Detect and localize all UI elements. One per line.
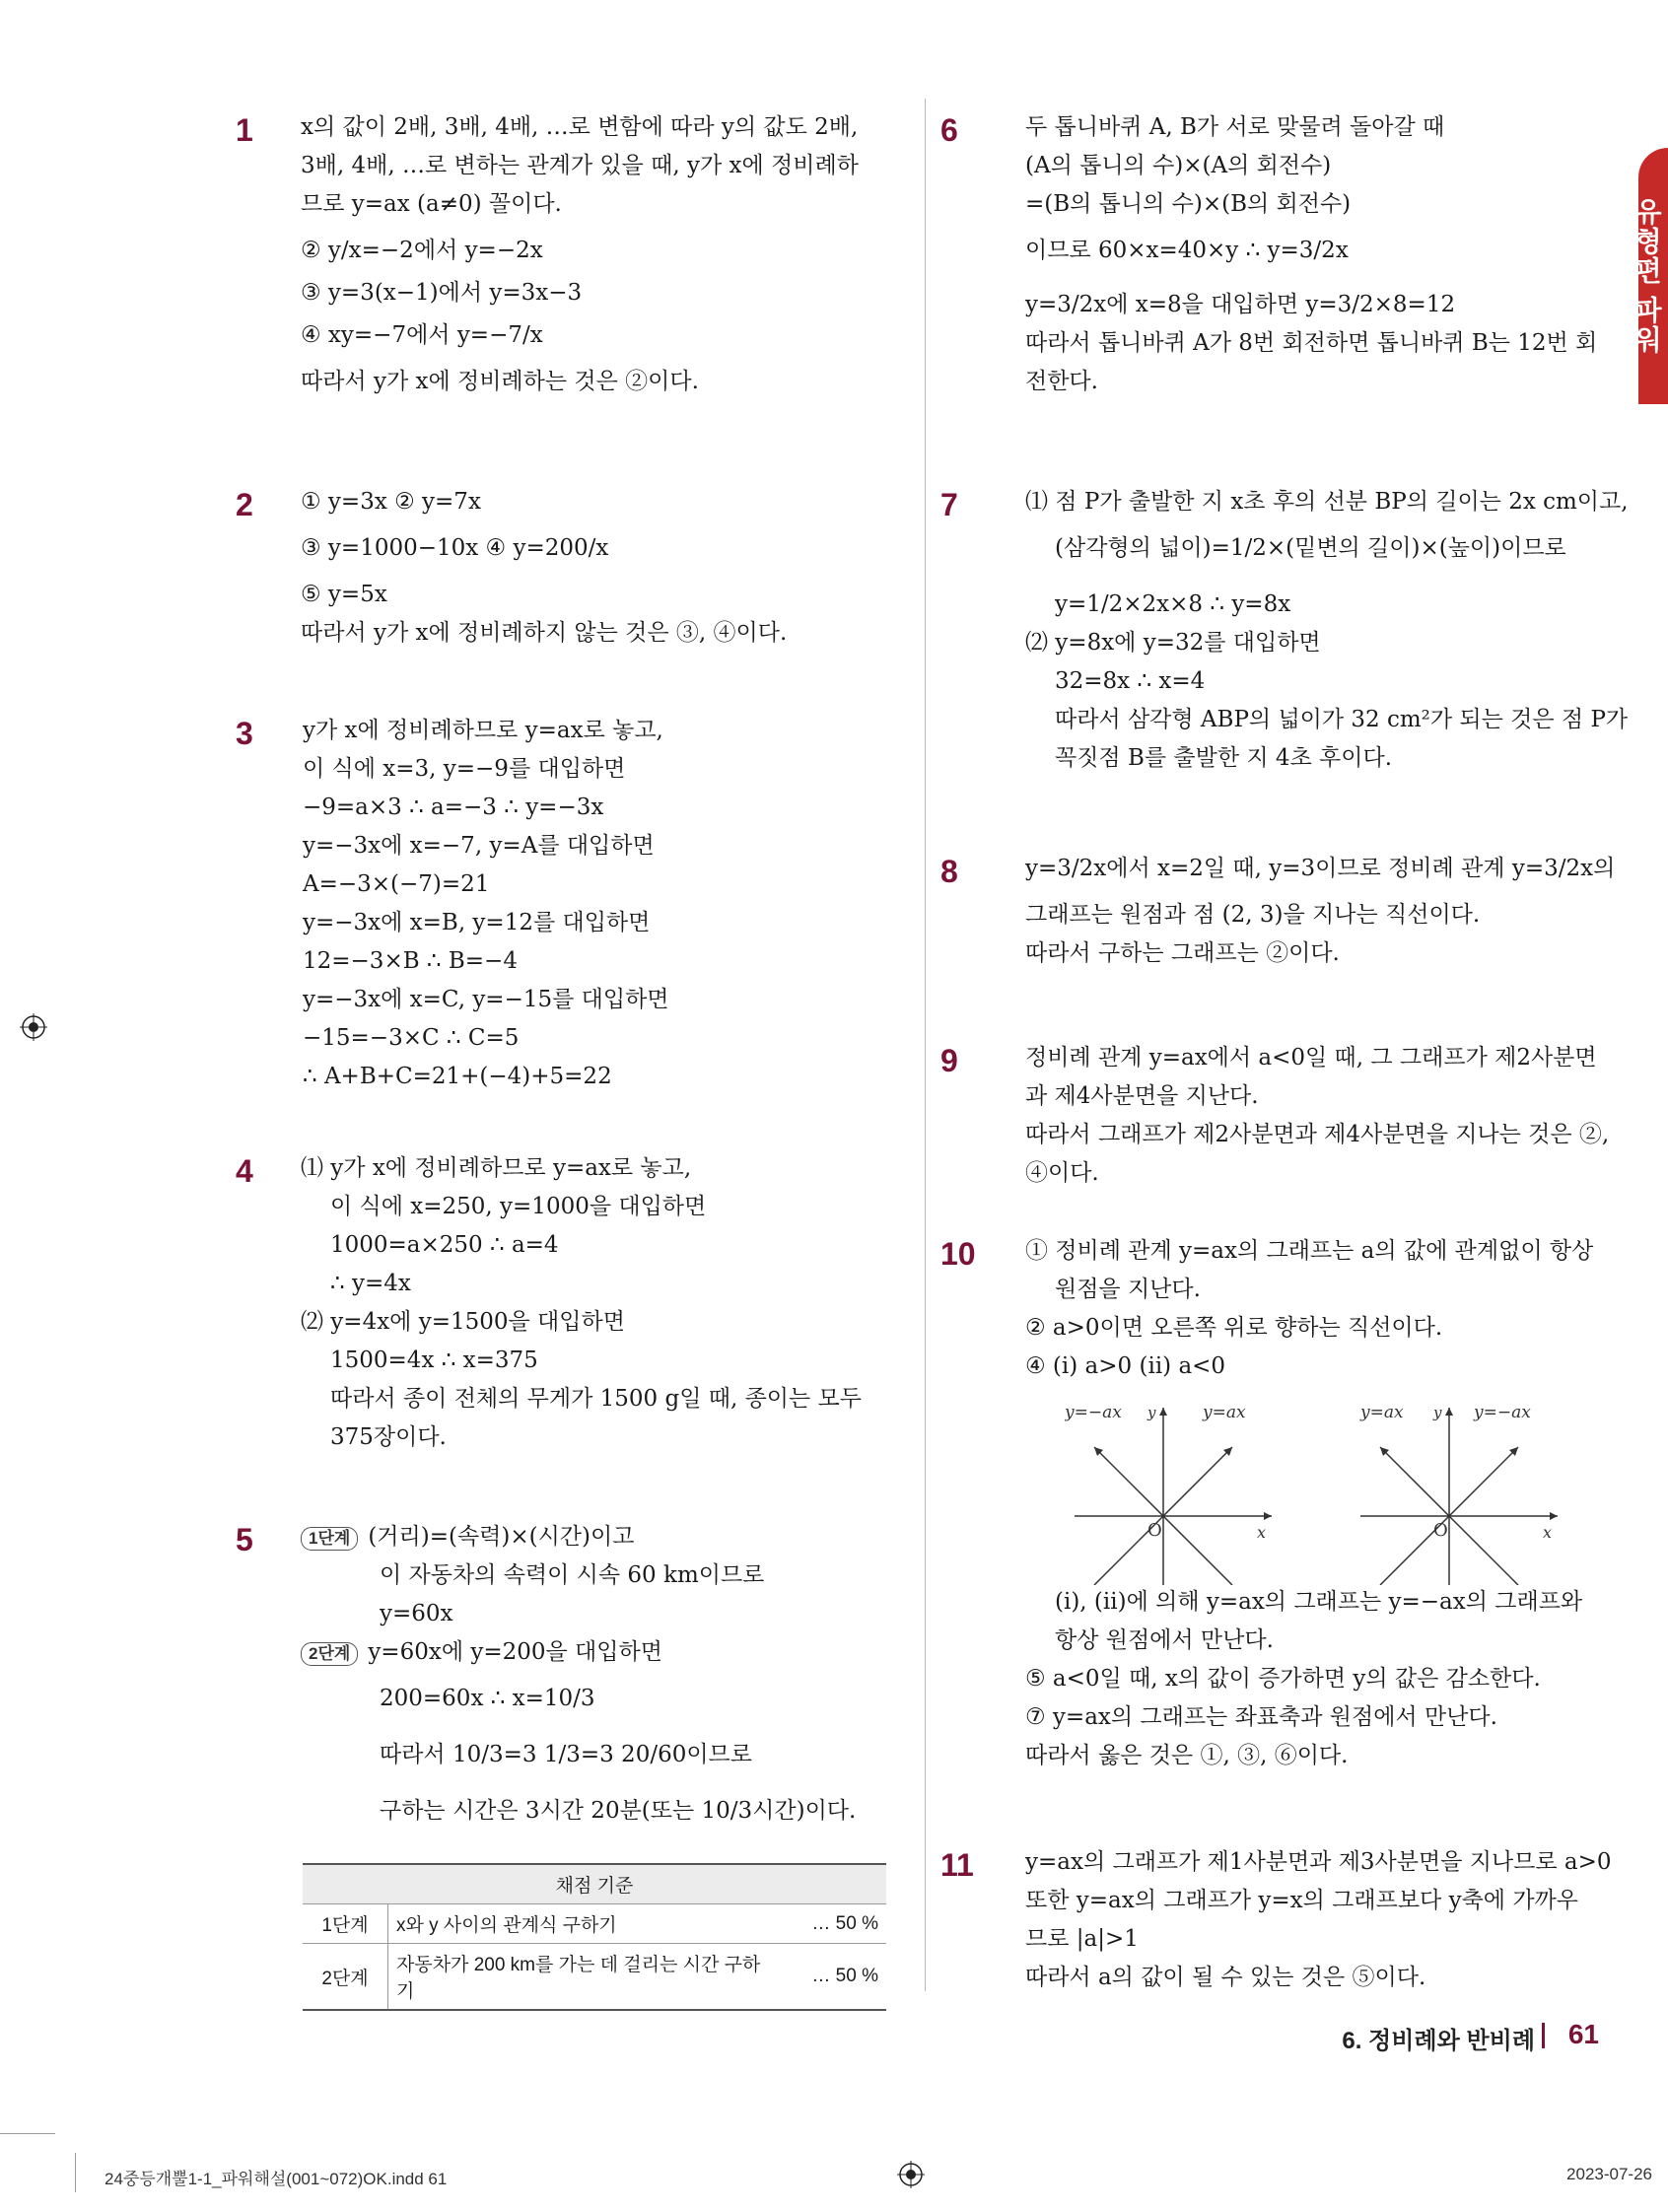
graph-a-negative: [1351, 1388, 1567, 1585]
solution-line: A=−3×(−7)=21: [303, 871, 490, 897]
stage-badge: 2단계: [301, 1642, 358, 1666]
solution-line: y=3/2x에서 x=2일 때, y=3이므로 정비례 관계 y=3/2x의: [1025, 856, 1616, 881]
solution-line: 정비례 관계 y=ax에서 a<0일 때, 그 그래프가 제2사분면: [1025, 1045, 1597, 1071]
solution-line: y=60x: [380, 1601, 453, 1626]
side-tab-label: 유형편 파워: [1632, 197, 1662, 355]
solution-line: 따라서 y가 x에 정비례하지 않는 것은 ③, ④이다.: [301, 620, 788, 646]
solution-line: ③ y=3(x−1)에서 y=3x−3: [301, 280, 583, 306]
solution-line: 전한다.: [1025, 369, 1098, 394]
problem-number: 4: [236, 1153, 253, 1189]
stage-badge: 1단계: [301, 1527, 358, 1551]
solution-line: y=1/2×2x×8 ∴ y=8x: [1055, 591, 1291, 617]
solution-line: x의 값이 2배, 3배, 4배, …로 변함에 따라 y의 값도 2배,: [301, 114, 859, 140]
solution-line: 므로 |a|>1: [1025, 1926, 1139, 1952]
solution-line: ∴ A+B+C=21+(−4)+5=22: [303, 1064, 612, 1089]
solution-line: ④ xy=−7에서 y=−7/x: [301, 322, 543, 348]
page-number: 61: [1567, 2019, 1599, 2049]
graph-label-right: y=ax: [1203, 1403, 1246, 1422]
solution-line: 두 톱니바퀴 A, B가 서로 맞물려 돌아갈 때: [1025, 114, 1445, 140]
solution-line: ⑤ a<0일 때, x의 값이 증가하면 y의 값은 감소한다.: [1025, 1666, 1541, 1692]
slug-filename: 24중등개뿔1-1_파워해설(001~072)OK.indd 61: [104, 2170, 448, 2188]
x-axis-label: x: [1543, 1523, 1553, 1542]
solution-line: 따라서 10/3=3 1/3=3 20/60이므로: [380, 1742, 752, 1767]
solution-line: (삼각형의 넓이)=1/2×(밑변의 길이)×(높이)이므로: [1055, 535, 1566, 561]
solution-line: 이 식에 x=250, y=1000을 대입하면: [330, 1194, 707, 1219]
y-axis-arrow-icon: [1445, 1408, 1453, 1416]
solution-line: 375장이다.: [330, 1424, 447, 1450]
solution-line: 따라서 삼각형 ABP의 넓이가 32 cm²가 되는 것은 점 P가: [1055, 707, 1629, 732]
solution-line: 1500=4x ∴ x=375: [330, 1348, 538, 1373]
problem-number: 2: [236, 487, 253, 522]
graph-a-positive: [1065, 1388, 1282, 1585]
grading-desc: x와 y 사이의 관계식 구하기: [388, 1904, 783, 1944]
solution-line: 이므로 60×x=40×y ∴ y=3/2x: [1025, 238, 1349, 263]
solution-line: (ⅰ), (ⅱ)에 의해 y=ax의 그래프는 y=−ax의 그래프와: [1055, 1589, 1583, 1615]
solution-line: y=−3x에 x=−7, y=A를 대입하면: [303, 833, 655, 859]
table-row: [303, 1904, 886, 1944]
solution-line: 항상 원점에서 만난다.: [1055, 1627, 1274, 1653]
registration-mark-icon: [20, 1013, 47, 1041]
crop-mark: [75, 2153, 76, 2192]
table-row: [303, 1944, 886, 2011]
grading-table: [303, 1863, 886, 2011]
solution-line: ② a>0이면 오른쪽 위로 향하는 직선이다.: [1025, 1315, 1443, 1341]
slug-date: 2023-07-26: [1566, 2165, 1652, 2183]
solution-line: ∴ y=4x: [330, 1271, 411, 1296]
solution-line: 따라서 그래프가 제2사분면과 제4사분면을 지나는 것은 ②,: [1025, 1122, 1610, 1147]
solution-line: ① 정비례 관계 y=ax의 그래프는 a의 값에 관계없이 항상: [1025, 1238, 1594, 1264]
grading-percent: … 50 %: [782, 1944, 886, 2011]
solution-line: 3배, 4배, …로 변하는 관계가 있을 때, y가 x에 정비례하: [301, 153, 859, 178]
solution-line: ④ (ⅰ) a>0 (ⅱ) a<0: [1025, 1353, 1226, 1379]
solution-line: 꼭짓점 B를 출발한 지 4초 후이다.: [1055, 745, 1393, 771]
x-axis-arrow-icon: [1264, 1512, 1272, 1520]
problem-number: 11: [940, 1847, 974, 1883]
solution-line: 과 제4사분면을 지난다.: [1025, 1083, 1259, 1109]
problem-number: 5: [236, 1522, 253, 1557]
solution-line: y=ax의 그래프가 제1사분면과 제3사분면을 지나므로 a>0: [1025, 1849, 1612, 1875]
grading-percent: … 50 %: [782, 1904, 886, 1944]
solution-line: y=3/2x에 x=8을 대입하면 y=3/2×8=12: [1025, 292, 1456, 317]
x-axis-label: x: [1257, 1523, 1267, 1542]
grading-step: 2단계: [303, 1944, 388, 2011]
solution-line: ⑦ y=ax의 그래프는 좌표축과 원점에서 만난다.: [1025, 1704, 1497, 1730]
problem-number: 3: [236, 716, 253, 751]
grading-title: 채점 기준: [303, 1864, 886, 1904]
solution-line: 따라서 y가 x에 정비례하는 것은 ②이다.: [301, 369, 699, 394]
y-axis-label: y: [1433, 1404, 1442, 1421]
solution-line: ① y=3x ② y=7x: [301, 489, 481, 515]
crop-mark: [0, 2133, 55, 2134]
solution-line: 또한 y=ax의 그래프가 y=x의 그래프보다 y축에 가까우: [1025, 1888, 1578, 1913]
solution-line: (거리)=(속력)×(시간)이고: [368, 1524, 635, 1550]
footer-chapter: 6. 정비례와 반비례: [1342, 2028, 1535, 2054]
problem-number: 10: [940, 1236, 976, 1272]
graph-label-right: y=−ax: [1474, 1403, 1531, 1422]
solution-line: ⑴ 점 P가 출발한 지 x초 후의 선분 BP의 길이는 2x cm이고,: [1025, 489, 1629, 515]
registration-mark-icon: [897, 2161, 925, 2188]
solution-line: ⑴ y가 x에 정비례하므로 y=ax로 놓고,: [301, 1155, 692, 1181]
solution-line: 따라서 톱니바퀴 A가 8번 회전하면 톱니바퀴 B는 12번 회: [1025, 330, 1598, 356]
solution-line: y가 x에 정비례하므로 y=ax로 놓고,: [303, 718, 663, 743]
origin-label: O: [1433, 1520, 1448, 1541]
solution-line: 원점을 지난다.: [1055, 1277, 1201, 1302]
solution-line: 따라서 구하는 그래프는 ②이다.: [1025, 940, 1340, 966]
solution-line: y=−3x에 x=B, y=12를 대입하면: [303, 910, 651, 935]
solution-line: 따라서 종이 전체의 무게가 1500 g일 때, 종이는 모두: [330, 1386, 862, 1412]
column-divider: [925, 99, 926, 1991]
solution-line: 32=8x ∴ x=4: [1055, 668, 1206, 694]
origin-label: O: [1147, 1520, 1162, 1541]
solution-line: 200=60x ∴ x=10/3: [380, 1686, 595, 1711]
y-axis-arrow-icon: [1159, 1408, 1167, 1416]
solution-line: 구하는 시간은 3시간 20분(또는 10/3시간)이다.: [380, 1798, 857, 1824]
problem-number: 6: [940, 112, 958, 148]
graph-label-left: y=−ax: [1065, 1403, 1122, 1422]
solution-line: ⑵ y=8x에 y=32를 대입하면: [1025, 630, 1321, 656]
solution-line: 므로 y=ax (a≠0) 꼴이다.: [301, 191, 562, 217]
solution-line: (A의 톱니의 수)×(A의 회전수): [1025, 153, 1332, 178]
y-axis-label: y: [1147, 1404, 1156, 1421]
graph-label-left: y=ax: [1360, 1403, 1404, 1422]
grading-table-wrap: [303, 1863, 886, 2011]
solution-line: ④이다.: [1025, 1160, 1099, 1186]
problem-number: 7: [940, 487, 958, 522]
x-axis-arrow-icon: [1550, 1512, 1558, 1520]
problem-number: 8: [940, 854, 958, 889]
problem-number: 9: [940, 1043, 958, 1078]
footer-separator: [1542, 2023, 1545, 2048]
problem-number: 1: [236, 112, 253, 148]
solution-line: 따라서 a의 값이 될 수 있는 것은 ⑤이다.: [1025, 1965, 1426, 1990]
solution-line: ② y/x=−2에서 y=−2x: [301, 238, 543, 263]
grading-desc: 자동차가 200 km를 가는 데 걸리는 시간 구하기: [388, 1944, 783, 2011]
solution-line: 1000=a×250 ∴ a=4: [330, 1232, 559, 1258]
solution-line: =(B의 톱니의 수)×(B의 회전수): [1025, 191, 1352, 217]
solution-line: −15=−3×C ∴ C=5: [303, 1025, 520, 1051]
solution-line: 이 식에 x=3, y=−9를 대입하면: [303, 756, 626, 782]
solution-line: 따라서 옳은 것은 ①, ③, ⑥이다.: [1025, 1743, 1349, 1768]
solution-line: 이 자동차의 속력이 시속 60 km이므로: [380, 1562, 765, 1588]
solution-line: ③ y=1000−10x ④ y=200/x: [301, 535, 609, 561]
solution-line: 그래프는 원점과 점 (2, 3)을 지나는 직선이다.: [1025, 902, 1481, 928]
solution-line: −9=a×3 ∴ a=−3 ∴ y=−3x: [303, 795, 604, 820]
solution-line: ⑵ y=4x에 y=1500을 대입하면: [301, 1309, 625, 1335]
grading-step: 1단계: [303, 1904, 388, 1944]
solution-line: y=60x에 y=200을 대입하면: [368, 1639, 662, 1665]
solution-line: ⑤ y=5x: [301, 582, 387, 607]
solution-line: 12=−3×B ∴ B=−4: [303, 948, 518, 974]
solution-line: y=−3x에 x=C, y=−15를 대입하면: [303, 987, 669, 1012]
